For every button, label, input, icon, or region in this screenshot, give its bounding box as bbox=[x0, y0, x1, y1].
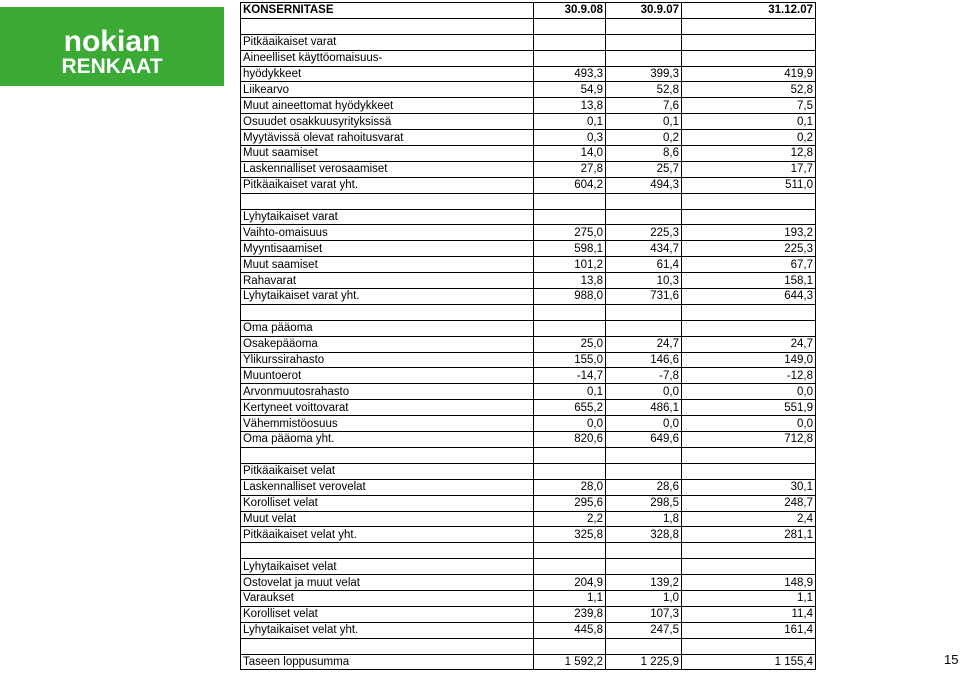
value-30-9-08 bbox=[534, 447, 606, 463]
table-row bbox=[241, 257, 816, 273]
value-30-9-07 bbox=[606, 193, 682, 209]
table-row bbox=[241, 114, 816, 130]
table-row bbox=[241, 82, 816, 98]
row-label bbox=[241, 18, 534, 34]
table-row bbox=[241, 241, 816, 257]
row-label: Muut saamiset bbox=[241, 257, 534, 273]
table-row bbox=[241, 98, 816, 114]
value-30-9-07: 1 225,9 bbox=[606, 654, 682, 670]
row-label: Pitkäaikaiset varat bbox=[241, 34, 534, 50]
value-31-12-07 bbox=[682, 50, 816, 66]
row-label: Korolliset velat bbox=[241, 606, 534, 622]
value-31-12-07: 193,2 bbox=[682, 225, 816, 241]
value-30-9-08: 275,0 bbox=[534, 225, 606, 241]
value-30-9-07: 649,6 bbox=[606, 432, 682, 448]
value-30-9-08: 0,0 bbox=[534, 416, 606, 432]
value-30-9-08 bbox=[534, 209, 606, 225]
row-label: Varaukset bbox=[241, 590, 534, 606]
table-row bbox=[241, 400, 816, 416]
table-row bbox=[241, 384, 816, 400]
value-30-9-07: 399,3 bbox=[606, 66, 682, 82]
table-row bbox=[241, 34, 816, 50]
value-30-9-07: 24,7 bbox=[606, 336, 682, 352]
value-30-9-07: 10,3 bbox=[606, 273, 682, 289]
value-31-12-07: 52,8 bbox=[682, 82, 816, 98]
table-row bbox=[241, 559, 816, 575]
table-row bbox=[241, 590, 816, 606]
logo-line-2: RENKAAT bbox=[61, 55, 163, 78]
value-31-12-07: 248,7 bbox=[682, 495, 816, 511]
value-31-12-07: 644,3 bbox=[682, 289, 816, 305]
value-30-9-07: 139,2 bbox=[606, 575, 682, 591]
row-label: hyödykkeet bbox=[241, 66, 534, 82]
row-label: Oma pääoma yht. bbox=[241, 432, 534, 448]
table-row bbox=[241, 654, 816, 670]
logo-graphic bbox=[0, 7, 224, 86]
value-30-9-08: 445,8 bbox=[534, 622, 606, 638]
value-30-9-08: 655,2 bbox=[534, 400, 606, 416]
value-30-9-08 bbox=[534, 18, 606, 34]
table-row bbox=[241, 130, 816, 146]
value-30-9-08 bbox=[534, 304, 606, 320]
row-label bbox=[241, 638, 534, 654]
value-30-9-07: -7,8 bbox=[606, 368, 682, 384]
value-30-9-08 bbox=[534, 638, 606, 654]
value-30-9-07 bbox=[606, 209, 682, 225]
row-label: Muuntoerot bbox=[241, 368, 534, 384]
row-label: Osakepääoma bbox=[241, 336, 534, 352]
table-row bbox=[241, 273, 816, 289]
row-label bbox=[241, 304, 534, 320]
value-31-12-07 bbox=[682, 18, 816, 34]
logo-line-1: nokian bbox=[63, 25, 161, 58]
value-30-9-08: 598,1 bbox=[534, 241, 606, 257]
value-31-12-07: 148,9 bbox=[682, 575, 816, 591]
value-31-12-07: 149,0 bbox=[682, 352, 816, 368]
value-30-9-07: 0,2 bbox=[606, 130, 682, 146]
value-30-9-07: 494,3 bbox=[606, 177, 682, 193]
row-label: Vaihto-omaisuus bbox=[241, 225, 534, 241]
value-30-9-08 bbox=[534, 463, 606, 479]
value-31-12-07 bbox=[682, 209, 816, 225]
value-30-9-07: 0,1 bbox=[606, 114, 682, 130]
value-30-9-08: -14,7 bbox=[534, 368, 606, 384]
value-31-12-07: 0,1 bbox=[682, 114, 816, 130]
table-row bbox=[241, 495, 816, 511]
value-30-9-08: 988,0 bbox=[534, 289, 606, 305]
row-label: Vähemmistöosuus bbox=[241, 416, 534, 432]
table-row bbox=[241, 463, 816, 479]
table-row bbox=[241, 320, 816, 336]
value-31-12-07: 11,4 bbox=[682, 606, 816, 622]
row-label bbox=[241, 447, 534, 463]
value-30-9-08: 604,2 bbox=[534, 177, 606, 193]
value-31-12-07: 161,4 bbox=[682, 622, 816, 638]
nokian-renkaat-logo bbox=[0, 7, 224, 86]
value-30-9-07: 247,5 bbox=[606, 622, 682, 638]
value-30-9-08 bbox=[534, 320, 606, 336]
value-31-12-07 bbox=[682, 193, 816, 209]
value-31-12-07: 12,8 bbox=[682, 146, 816, 162]
value-30-9-08: 204,9 bbox=[534, 575, 606, 591]
table-row bbox=[241, 336, 816, 352]
value-30-9-07 bbox=[606, 543, 682, 559]
row-label bbox=[241, 193, 534, 209]
value-31-12-07: 419,9 bbox=[682, 66, 816, 82]
value-30-9-08: 2,2 bbox=[534, 511, 606, 527]
value-30-9-07: 28,6 bbox=[606, 479, 682, 495]
value-31-12-07 bbox=[682, 463, 816, 479]
page-number: 15 bbox=[944, 652, 959, 667]
table-row bbox=[241, 50, 816, 66]
value-31-12-07: 30,1 bbox=[682, 479, 816, 495]
value-30-9-08: 325,8 bbox=[534, 527, 606, 543]
balance-sheet-table bbox=[240, 2, 816, 670]
table-row bbox=[241, 575, 816, 591]
row-label: Muut aineettomat hyödykkeet bbox=[241, 98, 534, 114]
row-label: Aineelliset käyttöomaisuus- bbox=[241, 50, 534, 66]
row-label: Myyntisaamiset bbox=[241, 241, 534, 257]
row-label: Ostovelat ja muut velat bbox=[241, 575, 534, 591]
value-30-9-08: 295,6 bbox=[534, 495, 606, 511]
table-row bbox=[241, 225, 816, 241]
value-31-12-07: 67,7 bbox=[682, 257, 816, 273]
value-31-12-07: 1 155,4 bbox=[682, 654, 816, 670]
value-30-9-08 bbox=[534, 543, 606, 559]
table-row bbox=[241, 479, 816, 495]
table-row bbox=[241, 209, 816, 225]
table-row bbox=[241, 177, 816, 193]
value-30-9-08 bbox=[534, 559, 606, 575]
table-row bbox=[241, 511, 816, 527]
value-30-9-07: 146,6 bbox=[606, 352, 682, 368]
value-30-9-08: 14,0 bbox=[534, 146, 606, 162]
value-31-12-07: 712,8 bbox=[682, 432, 816, 448]
row-label: Pitkäaikaiset velat yht. bbox=[241, 527, 534, 543]
table-row bbox=[241, 18, 816, 34]
table-row bbox=[241, 161, 816, 177]
value-30-9-08: 0,1 bbox=[534, 384, 606, 400]
value-31-12-07 bbox=[682, 543, 816, 559]
table-row bbox=[241, 606, 816, 622]
value-30-9-08: 155,0 bbox=[534, 352, 606, 368]
value-30-9-08: 0,1 bbox=[534, 114, 606, 130]
value-30-9-08: 25,0 bbox=[534, 336, 606, 352]
row-label: Lyhytaikaiset varat yht. bbox=[241, 289, 534, 305]
value-31-12-07: 2,4 bbox=[682, 511, 816, 527]
row-label: Laskennalliset verovelat bbox=[241, 479, 534, 495]
value-31-12-07: 24,7 bbox=[682, 336, 816, 352]
value-30-9-07 bbox=[606, 320, 682, 336]
table-row bbox=[241, 447, 816, 463]
value-30-9-07: 107,3 bbox=[606, 606, 682, 622]
value-31-12-07 bbox=[682, 34, 816, 50]
table-row bbox=[241, 352, 816, 368]
table-row bbox=[241, 66, 816, 82]
value-30-9-07 bbox=[606, 34, 682, 50]
row-label: Arvonmuutosrahasto bbox=[241, 384, 534, 400]
row-label: Pitkäaikaiset varat yht. bbox=[241, 177, 534, 193]
value-30-9-07: 731,6 bbox=[606, 289, 682, 305]
row-label: Taseen loppusumma bbox=[241, 654, 534, 670]
value-31-12-07: 1,1 bbox=[682, 590, 816, 606]
table-row bbox=[241, 638, 816, 654]
value-31-12-07: 225,3 bbox=[682, 241, 816, 257]
value-30-9-08: 13,8 bbox=[534, 273, 606, 289]
value-30-9-08: 54,9 bbox=[534, 82, 606, 98]
value-30-9-08: 239,8 bbox=[534, 606, 606, 622]
table-row bbox=[241, 416, 816, 432]
value-31-12-07: 158,1 bbox=[682, 273, 816, 289]
value-30-9-07: 8,6 bbox=[606, 146, 682, 162]
table-row bbox=[241, 543, 816, 559]
value-30-9-07 bbox=[606, 559, 682, 575]
value-30-9-07 bbox=[606, 50, 682, 66]
row-label: Korolliset velat bbox=[241, 495, 534, 511]
column-header-30-9-08: 30.9.08 bbox=[534, 3, 606, 19]
table-row bbox=[241, 304, 816, 320]
value-30-9-07: 1,8 bbox=[606, 511, 682, 527]
value-30-9-08: 493,3 bbox=[534, 66, 606, 82]
row-label: Lyhytaikaiset velat yht. bbox=[241, 622, 534, 638]
value-30-9-08: 1,1 bbox=[534, 590, 606, 606]
value-31-12-07: 551,9 bbox=[682, 400, 816, 416]
value-31-12-07: 17,7 bbox=[682, 161, 816, 177]
value-30-9-07 bbox=[606, 638, 682, 654]
value-30-9-07: 298,5 bbox=[606, 495, 682, 511]
table-row bbox=[241, 368, 816, 384]
row-label: Oma pääoma bbox=[241, 320, 534, 336]
value-30-9-08: 13,8 bbox=[534, 98, 606, 114]
table-header-row bbox=[241, 3, 816, 19]
table-row bbox=[241, 432, 816, 448]
value-30-9-07 bbox=[606, 447, 682, 463]
value-30-9-08: 0,3 bbox=[534, 130, 606, 146]
column-header-31-12-07: 31.12.07 bbox=[682, 3, 816, 19]
row-label: Pitkäaikaiset velat bbox=[241, 463, 534, 479]
value-31-12-07: 281,1 bbox=[682, 527, 816, 543]
row-label: Muut velat bbox=[241, 511, 534, 527]
table-row bbox=[241, 146, 816, 162]
value-30-9-07: 0,0 bbox=[606, 384, 682, 400]
row-label: Rahavarat bbox=[241, 273, 534, 289]
value-30-9-07: 61,4 bbox=[606, 257, 682, 273]
value-30-9-07 bbox=[606, 463, 682, 479]
value-30-9-08: 27,8 bbox=[534, 161, 606, 177]
value-30-9-07: 328,8 bbox=[606, 527, 682, 543]
value-31-12-07: 0,0 bbox=[682, 416, 816, 432]
row-label bbox=[241, 543, 534, 559]
value-30-9-08: 28,0 bbox=[534, 479, 606, 495]
value-30-9-07 bbox=[606, 18, 682, 34]
value-31-12-07 bbox=[682, 559, 816, 575]
row-label: Kertyneet voittovarat bbox=[241, 400, 534, 416]
value-31-12-07 bbox=[682, 304, 816, 320]
value-30-9-08: 101,2 bbox=[534, 257, 606, 273]
value-31-12-07: -12,8 bbox=[682, 368, 816, 384]
value-30-9-08: 1 592,2 bbox=[534, 654, 606, 670]
value-30-9-07: 0,0 bbox=[606, 416, 682, 432]
row-label: Liikearvo bbox=[241, 82, 534, 98]
table-row bbox=[241, 289, 816, 305]
value-30-9-07: 434,7 bbox=[606, 241, 682, 257]
row-label: Ylikurssirahasto bbox=[241, 352, 534, 368]
value-30-9-07: 25,7 bbox=[606, 161, 682, 177]
row-label: Lyhytaikaiset varat bbox=[241, 209, 534, 225]
table-row bbox=[241, 622, 816, 638]
row-label: Osuudet osakkuusyrityksissä bbox=[241, 114, 534, 130]
table-row bbox=[241, 193, 816, 209]
table-row bbox=[241, 527, 816, 543]
value-30-9-08 bbox=[534, 34, 606, 50]
value-30-9-08 bbox=[534, 50, 606, 66]
table-title: KONSERNITASE bbox=[241, 3, 534, 19]
row-label: Lyhytaikaiset velat bbox=[241, 559, 534, 575]
value-30-9-07: 486,1 bbox=[606, 400, 682, 416]
value-31-12-07 bbox=[682, 638, 816, 654]
value-31-12-07: 7,5 bbox=[682, 98, 816, 114]
value-30-9-07 bbox=[606, 304, 682, 320]
value-31-12-07 bbox=[682, 447, 816, 463]
value-31-12-07: 0,0 bbox=[682, 384, 816, 400]
value-31-12-07: 511,0 bbox=[682, 177, 816, 193]
value-31-12-07 bbox=[682, 320, 816, 336]
value-30-9-07: 52,8 bbox=[606, 82, 682, 98]
value-30-9-07: 1,0 bbox=[606, 590, 682, 606]
value-30-9-07: 7,6 bbox=[606, 98, 682, 114]
value-30-9-07: 225,3 bbox=[606, 225, 682, 241]
row-label: Myytävissä olevat rahoitusvarat bbox=[241, 130, 534, 146]
value-31-12-07: 0,2 bbox=[682, 130, 816, 146]
value-30-9-08 bbox=[534, 193, 606, 209]
row-label: Muut saamiset bbox=[241, 146, 534, 162]
column-header-30-9-07: 30.9.07 bbox=[606, 3, 682, 19]
value-30-9-08: 820,6 bbox=[534, 432, 606, 448]
row-label: Laskennalliset verosaamiset bbox=[241, 161, 534, 177]
